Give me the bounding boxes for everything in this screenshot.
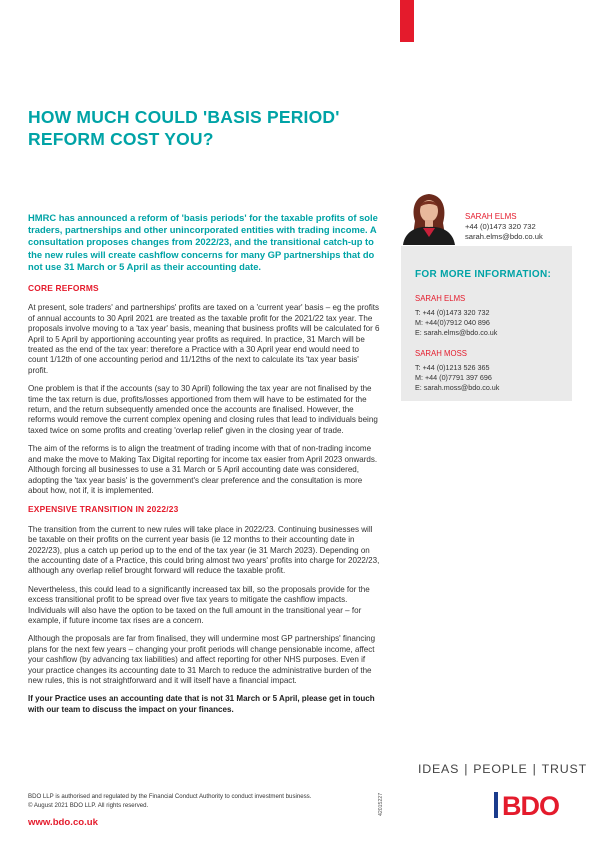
more-information-heading: FOR MORE INFORMATION: [415,269,552,280]
core-paragraph-3: The aim of the reforms is to align the treatment of trading income with that of non-trading income and make the move to Making Tax Digital reporting for income tax easier from April 2023 onwards. Although forcing all businesses to use a 31 March or 5 April accounting date was considered, adopting the 'tax year basis' is the government's clear preference and the consultation is more about how, not if, it is implemented. [28,444,378,495]
contact-name: SARAH ELMS [415,294,466,303]
author-email[interactable]: sarah.elms@bdo.co.uk [465,232,543,241]
transition-paragraph-3: Although the proposals are far from finalised, they will undermine most GP partnerships' financing plans for the next few years – changing your profit periods will change pensionable income, affect your cashflow (by advancing tax liabilities) and affect reporting for other NHS purposes. Even if your practice changes its accounting date to 31 March to reduce the administrative burden of the new rules, this is not straightforward and it will itself have a financial impact. [28,634,376,685]
core-paragraph-1: At present, sole traders' and partnerships' profits are taxed on a 'current year' basis – eg the profits of annual accounts to 30 April 2021 are treated as the taxable profit for the 2021/22 tax year. The proposals involve moving to a 'tax year' basis, meaning that business profits will be calculated for 6 April to 5 April by apportioning accounting year profits as required. In practice, 31 March will be treated as the end of the tax year: therefore a Practice with a 30 April year end would need to count 1/12th of one accounting period and 11/12ths of the next to calculate its 'tax year basis' profit. [28,303,380,375]
transition-paragraph-1: The transition from the current to new rules will take place in 2022/23. Continuing businesses will be taxable on their profits on the current year basis (ie 12 months to their accounting date in 2022/23), plus a catch up period up to the end of the tax year (ie 31 March 2023). Depending on the accounting date of a Practice, this could bring almost two years' profits into charge for 2022/23, although any overlap relief brought forward will reduce the taxable profit. [28,524,380,576]
core-reforms-heading: CORE REFORMS [28,283,99,293]
article-body [28,283,380,723]
more-information-panel [401,246,572,401]
contact-card [415,294,572,339]
author-name: SARAH ELMS [465,212,517,221]
tagline-ideas: IDEAS [418,762,460,776]
title-line-2: REFORM COST YOU? [28,129,214,149]
author-contact [465,212,543,242]
logo-wordmark: BDO [502,792,559,818]
brand-tagline [418,762,587,776]
regulatory-note [28,793,311,810]
bdo-logo [494,792,573,818]
contact-telephone: T: +44 (0)1473 320 732 [415,308,490,317]
transition-paragraph-2: Nevertheless, this could lead to a significantly increased tax bill, so the proposals provide for the excess transitional profit to be spread over five tax years to mitigate the cashflow impacts. Individuals will also have the option to be taxed on the full amount in the transitional year – for example, if future income tax rises are a concern. [28,584,370,625]
contact-mobile: M: +44(0)7912 040 896 [415,318,490,328]
tagline-people: PEOPLE [473,762,528,776]
author-photo [401,191,457,245]
contact-email[interactable]: E: sarah.elms@bdo.co.uk [415,328,498,338]
contact-name: SARAH MOSS [415,348,467,358]
tagline-separator: | [464,762,469,776]
logo-bar-icon [494,792,498,818]
website-link[interactable]: www.bdo.co.uk [28,817,98,828]
page-title [28,106,388,150]
closing-call-to-action: If your Practice uses an accounting date that is not 31 March or 5 April, please get in touch with our team to discuss the impact on your finances. [28,694,375,714]
contact-telephone: T: +44 (0)1213 526 365 [415,362,490,372]
author-phone: +44 (0)1473 320 732 [465,222,536,231]
document-reference: 42015227 [378,792,384,816]
contact-mobile: M: +44 (0)7791 397 696 [415,372,492,382]
title-line-1: HOW MUCH COULD 'BASIS PERIOD' [28,107,340,127]
contact-email[interactable]: E: sarah.moss@bdo.co.uk [415,383,500,393]
tagline-separator: | [532,762,537,776]
tagline-trust: TRUST [541,762,587,776]
core-paragraph-2: One problem is that if the accounts (say to 30 April) following the tax year are not finalised by the time the tax return is due, profits/losses apportioned from them will have to be estimated for the return, and the return subsequently amended once the accounts are finalised. However, the reforms would remove the current complex opening and closing rules that lead to individuals being taxed twice on some profits and creating 'overlap relief' given in the closing year of trade. [28,384,378,435]
expensive-transition-heading: EXPENSIVE TRANSITION IN 2022/23 [28,504,179,515]
copyright-line: © August 2021 BDO LLP. All rights reserved. [28,801,149,809]
top-accent-bar [400,0,414,42]
contact-card [415,349,572,394]
intro-paragraph: HMRC has announced a reform of 'basis periods' for the taxable profits of sole traders, partnerships and other unincorporated entities with trading income. A consultation proposes changes from 2022/23, and the transitional catch-up to the new rules will create cashflow concerns for many GP partnerships that do not use 31 March or 5 April as their accounting date. [28,212,378,272]
regulatory-line: BDO LLP is authorised and regulated by the Financial Conduct Authority to conduct investment business. [28,793,312,800]
